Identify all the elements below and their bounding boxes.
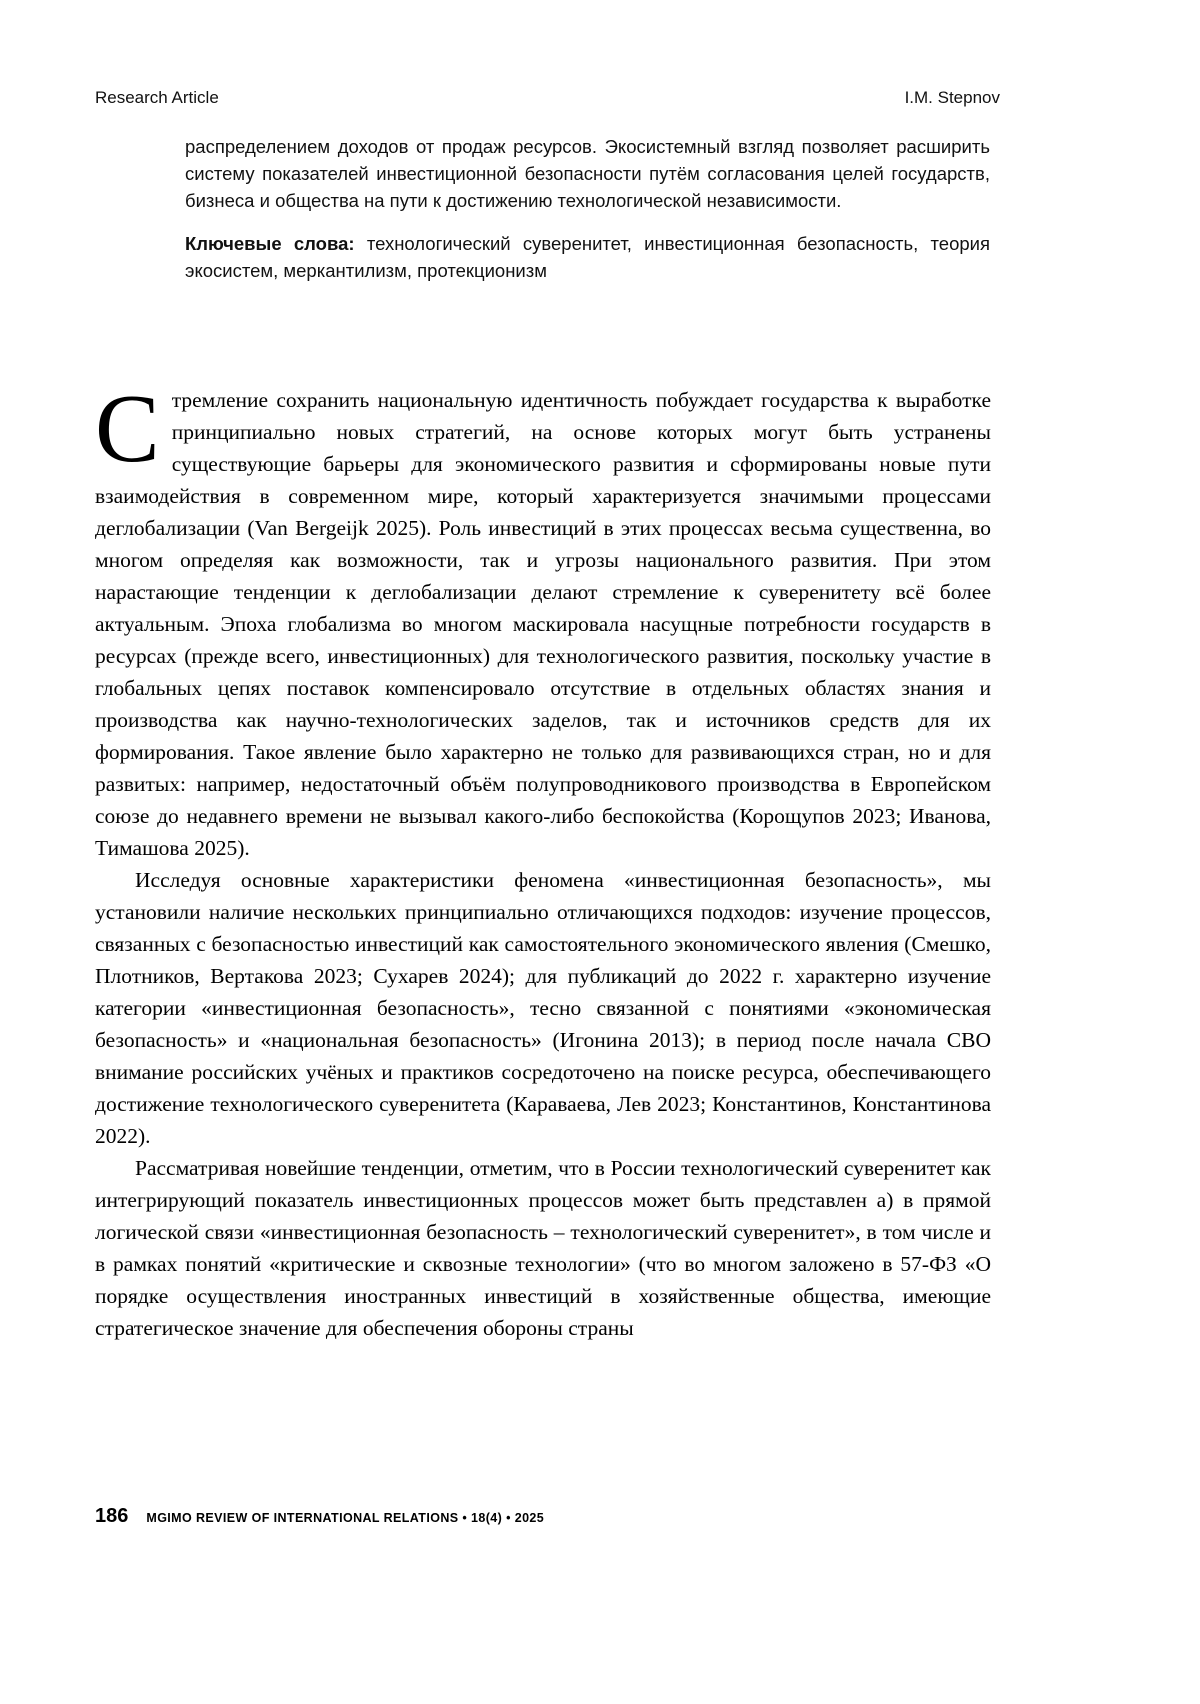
journal-title-line: MGIMO REVIEW OF INTERNATIONAL RELATIONS • 18(4) • 2025 bbox=[146, 1511, 545, 1525]
page-number: 186 bbox=[95, 1505, 129, 1527]
paragraph-1 bbox=[95, 375, 991, 864]
keywords-line bbox=[185, 230, 990, 284]
abstract-block bbox=[185, 133, 990, 284]
article-body bbox=[95, 375, 991, 1344]
keywords-text: технологический суверенитет, инвестиционная безопасность, теория экосистем, меркантилизм, протекционизм bbox=[185, 233, 991, 281]
running-header bbox=[95, 88, 1000, 108]
page-footer bbox=[95, 1505, 1000, 1528]
paragraph-1-text: тремление сохранить национальную идентичность побуждает государства к выработке принципиально новых стратегий, на основе которых могут быть устранены существующие барьеры для экономического развития и сформированы новые пути взаимодействия в современном мире, который характеризуется значимыми процессами деглобализации (Van Bergeijk 2025). Роль инвестиций в этих процессах весьма существенна, во многом определяя как возможности, так и угрозы национального развития. При этом нарастающие тенденции к деглобализации делают стремление к суверенитету всё более актуальным. Эпоха глобализма во многом маскировала насущные потребности государств в ресурсах (прежде всего, инвестиционных) для технологического развития, поскольку участие в глобальных цепях поставок компенсировало отсутствие в отдельных областях знания и производства как научно-технологических заделов, так и источников средств для их формирования. Такое явление было характерно не только для развивающихся стран, но и для развитых: например, недостаточный объём полупроводникового производства в Европейском союзе до недавнего времени не вызывал какого-либо беспокойства (Корощупов 2023; Иванова, Тимашова 2025). bbox=[95, 388, 991, 860]
abstract-text: распределением доходов от продаж ресурсов. Экосистемный взгляд позволяет расширить систему показателей инвестиционной безопасности путём согласования целей государств, бизнеса и общества на пути к достижению технологической независимости. bbox=[185, 136, 990, 211]
paragraph-2: Исследуя основные характеристики феномена «инвестиционная безопасность», мы установили наличие нескольких принципиально отличающихся подходов: изучение процессов, связанных с безопасностью инвестиций как самостоятельного экономического явления (Смешко, Плотников, Вертакова 2023; Сухарев 2024); для публикаций до 2022 г. характерно изучение категории «инвестиционная безопасность», тесно связанной с понятиями «экономическая безопасность» и «национальная безопасность» (Игонина 2013); в период после начала СВО внимание российских учёных и практиков сосредоточено на поиске ресурса, обеспечивающего достижение технологического суверенитета (Караваева, Лев 2023; Константинов, Константинова 2022). bbox=[95, 868, 991, 1148]
dropcap: С bbox=[95, 375, 160, 482]
paragraph-3: Рассматривая новейшие тенденции, отметим, что в России технологический суверенитет как интегрирующий показатель инвестиционных процессов может быть представлен а) в прямой логической связи «инвестиционная безопасность – технологический суверенитет», в том числе и в рамках понятий «критические и сквозные технологии» (что во многом заложено в 57-ФЗ «О порядке осуществления иностранных инвестиций в хозяйственные общества, имеющие стратегическое значение для обеспечения обороны страны bbox=[95, 1156, 991, 1340]
header-author: I.M. Stepnov bbox=[904, 88, 1000, 107]
header-article-type: Research Article bbox=[95, 88, 219, 107]
keywords-label: Ключевые слова: bbox=[185, 233, 355, 254]
